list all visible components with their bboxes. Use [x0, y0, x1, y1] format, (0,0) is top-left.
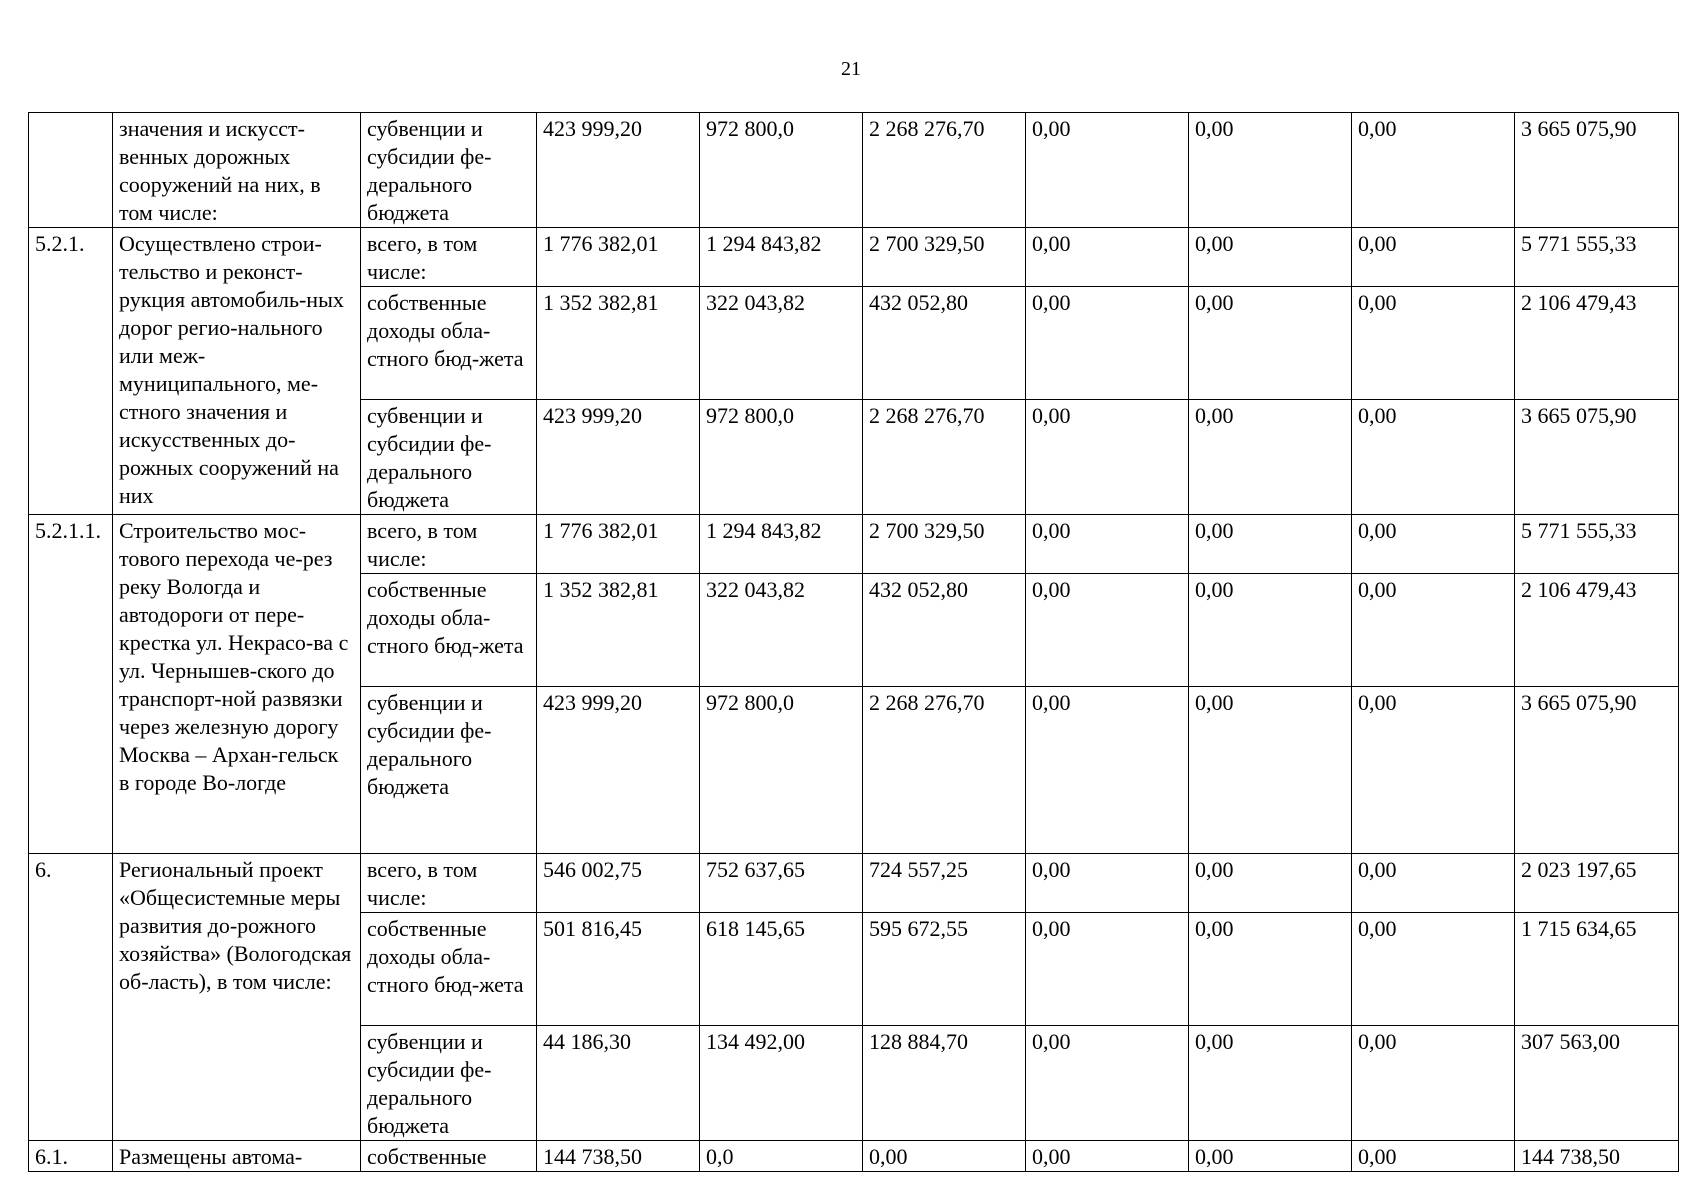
year-value: 432 052,80	[863, 287, 1026, 400]
total-value: 144 738,50	[1515, 1141, 1679, 1172]
total-value: 5 771 555,33	[1515, 515, 1679, 574]
year-value: 0,00	[1189, 113, 1352, 228]
year-value: 0,00	[1189, 400, 1352, 515]
year-value: 0,0	[700, 1141, 863, 1172]
year-value: 2 268 276,70	[863, 400, 1026, 515]
year-value: 0,00	[1352, 913, 1515, 1026]
year-value: 0,00	[1352, 574, 1515, 687]
year-value: 0,00	[1026, 687, 1189, 854]
year-value: 1 776 382,01	[537, 228, 700, 287]
year-value: 0,00	[1352, 687, 1515, 854]
year-value: 0,00	[1189, 287, 1352, 400]
year-value: 972 800,0	[700, 400, 863, 515]
total-value: 1 715 634,65	[1515, 913, 1679, 1026]
year-value: 752 637,65	[700, 854, 863, 913]
year-value: 0,00	[1352, 400, 1515, 515]
year-value: 0,00	[1189, 913, 1352, 1026]
year-value: 0,00	[1352, 287, 1515, 400]
table-row	[29, 1141, 1679, 1172]
funding-source: собственные	[361, 1141, 537, 1172]
table-row	[29, 228, 1679, 287]
funding-source: всего, в том числе:	[361, 854, 537, 913]
year-value: 0,00	[1189, 854, 1352, 913]
year-value: 0,00	[1352, 113, 1515, 228]
year-value: 0,00	[1352, 854, 1515, 913]
year-value: 0,00	[1189, 687, 1352, 854]
year-value: 0,00	[1352, 1026, 1515, 1141]
funding-source: субвенции и субсидии фе-дерального бюджета	[361, 400, 537, 515]
table-row	[29, 854, 1679, 913]
year-value: 0,00	[1026, 228, 1189, 287]
year-value: 128 884,70	[863, 1026, 1026, 1141]
year-value: 134 492,00	[700, 1026, 863, 1141]
year-value: 724 557,25	[863, 854, 1026, 913]
total-value: 5 771 555,33	[1515, 228, 1679, 287]
year-value: 972 800,0	[700, 687, 863, 854]
item-number: 5.2.1.	[29, 228, 113, 515]
year-value: 0,00	[1189, 228, 1352, 287]
budget-table	[28, 112, 1679, 1172]
funding-source: субвенции и субсидии фе-дерального бюджета	[361, 113, 537, 228]
item-name: Осуществлено строи-тельство и реконст-рукция автомобиль-ных дорог регио-нального или меж-муниципального, ме-стного значения и искусственных до-рожных сооружений на них	[113, 228, 361, 515]
year-value: 144 738,50	[537, 1141, 700, 1172]
year-value: 0,00	[1026, 1026, 1189, 1141]
year-value: 1 352 382,81	[537, 574, 700, 687]
item-name: значения и искусст-венных дорожных сооружений на них, в том числе:	[113, 113, 361, 228]
year-value: 595 672,55	[863, 913, 1026, 1026]
year-value: 0,00	[1026, 400, 1189, 515]
item-number: 6.1.	[29, 1141, 113, 1172]
funding-source: всего, в том числе:	[361, 228, 537, 287]
item-name: Региональный проект «Общесистемные меры развития до-рожного хозяйства» (Вологодская об-ласть), в том числе:	[113, 854, 361, 1141]
year-value: 432 052,80	[863, 574, 1026, 687]
total-value: 307 563,00	[1515, 1026, 1679, 1141]
year-value: 44 186,30	[537, 1026, 700, 1141]
funding-source: всего, в том числе:	[361, 515, 537, 574]
year-value: 0,00	[1026, 574, 1189, 687]
year-value: 0,00	[1026, 1141, 1189, 1172]
funding-source: собственные доходы обла-стного бюд-жета	[361, 287, 537, 400]
year-value: 2 700 329,50	[863, 515, 1026, 574]
year-value: 0,00	[1189, 1026, 1352, 1141]
total-value: 2 106 479,43	[1515, 287, 1679, 400]
funding-source: собственные доходы обла-стного бюд-жета	[361, 574, 537, 687]
year-value: 0,00	[1352, 515, 1515, 574]
year-value: 972 800,0	[700, 113, 863, 228]
funding-source: субвенции и субсидии фе-дерального бюджета	[361, 687, 537, 854]
item-number	[29, 113, 113, 228]
year-value: 2 268 276,70	[863, 113, 1026, 228]
year-value: 1 352 382,81	[537, 287, 700, 400]
total-value: 3 665 075,90	[1515, 113, 1679, 228]
year-value: 0,00	[1352, 1141, 1515, 1172]
year-value: 0,00	[1026, 854, 1189, 913]
year-value: 1 294 843,82	[700, 515, 863, 574]
table-body	[29, 113, 1679, 1172]
year-value: 423 999,20	[537, 687, 700, 854]
year-value: 618 145,65	[700, 913, 863, 1026]
year-value: 0,00	[1026, 515, 1189, 574]
year-value: 0,00	[863, 1141, 1026, 1172]
year-value: 2 268 276,70	[863, 687, 1026, 854]
year-value: 0,00	[1026, 113, 1189, 228]
year-value: 0,00	[1026, 287, 1189, 400]
year-value: 501 816,45	[537, 913, 700, 1026]
year-value: 2 700 329,50	[863, 228, 1026, 287]
item-name: Строительство мос-тового перехода че-рез реку Вологда и автодороги от пере-крестка ул. Некрасо-ва с ул. Чернышев-ского до транспорт-ной развязки через железную дорогу Москва – Архан-гельск в городе Во-логде	[113, 515, 361, 854]
total-value: 3 665 075,90	[1515, 400, 1679, 515]
item-name: Размещены автома-	[113, 1141, 361, 1172]
table-row	[29, 113, 1679, 228]
page-number: 21	[841, 58, 861, 80]
item-number: 5.2.1.1.	[29, 515, 113, 854]
year-value: 322 043,82	[700, 287, 863, 400]
year-value: 423 999,20	[537, 113, 700, 228]
year-value: 0,00	[1189, 574, 1352, 687]
item-number: 6.	[29, 854, 113, 1141]
year-value: 1 294 843,82	[700, 228, 863, 287]
total-value: 2 023 197,65	[1515, 854, 1679, 913]
funding-source: субвенции и субсидии фе-дерального бюджета	[361, 1026, 537, 1141]
total-value: 2 106 479,43	[1515, 574, 1679, 687]
year-value: 0,00	[1189, 515, 1352, 574]
table-row	[29, 515, 1679, 574]
year-value: 0,00	[1189, 1141, 1352, 1172]
total-value: 3 665 075,90	[1515, 687, 1679, 854]
year-value: 0,00	[1026, 913, 1189, 1026]
year-value: 322 043,82	[700, 574, 863, 687]
funding-source: собственные доходы обла-стного бюд-жета	[361, 913, 537, 1026]
year-value: 1 776 382,01	[537, 515, 700, 574]
year-value: 546 002,75	[537, 854, 700, 913]
year-value: 423 999,20	[537, 400, 700, 515]
year-value: 0,00	[1352, 228, 1515, 287]
